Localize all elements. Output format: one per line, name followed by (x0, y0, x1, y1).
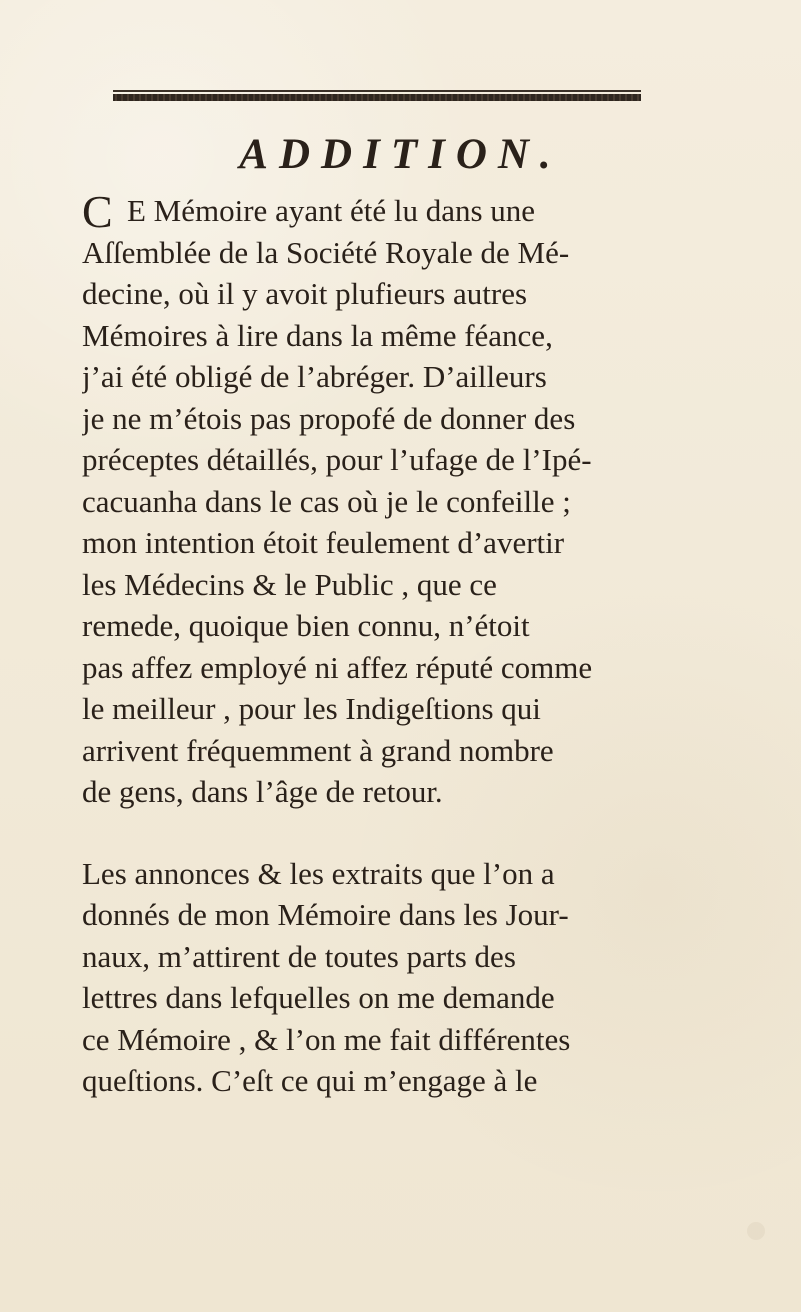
paragraph-1-line-6: je ne m’étois pas propofé de donner des (82, 400, 576, 436)
paragraph-2-line-2: donnés de mon Mémoire dans les Jour- (82, 897, 569, 932)
document-body (82, 190, 667, 1102)
paragraph-1-line-15: de gens, dans l’âge de retour. (82, 774, 443, 809)
rule-top (113, 90, 641, 92)
paragraph-1-line-10: les Médecins & le Public , que ce (82, 566, 497, 602)
paragraph-1-line-12: pas affez employé ni affez réputé comme (82, 649, 593, 685)
paragraph-1-line-1 (82, 190, 667, 232)
paragraph-1-line-8: cacuanha dans le cas où je le confeille ; (82, 483, 571, 519)
paragraph-1-line-5: j’ai été obligé de l’abréger. D’ailleurs (82, 359, 547, 394)
paragraph-1-line-9: mon intention étoit feulement d’avertir (82, 525, 565, 560)
drop-cap: C (82, 190, 113, 232)
paragraph-2-line-6: queſtions. C’eſt ce qui m’engage à le (82, 1063, 538, 1098)
paragraph-1-line-2: Aſſemblée de la Société Royale de Mé- (82, 234, 570, 270)
paper-mark (747, 1222, 765, 1240)
paragraph-1-line-7: préceptes détaillés, pour l’ufage de l’Ipé- (82, 442, 592, 477)
paragraph-1-line-11: remede, quoique bien connu, n’étoit (82, 608, 530, 643)
paragraph-2-line-5: ce Mémoire , & l’on me fait différentes (82, 1021, 571, 1057)
paragraph-1-line-13: le meilleur , pour les Indigeſtions qui (82, 691, 541, 726)
paragraph-2-line-3: naux, m’attirent de toutes parts des (82, 938, 516, 974)
page-title: ADDITION. (239, 131, 562, 178)
paragraph-1-line-3: decine, où il y avoit plufieurs autres (82, 276, 528, 311)
decorative-rule (113, 90, 641, 102)
rule-bar (113, 94, 641, 101)
paragraph-2-line-4: lettres dans lefquelles on me demande (82, 980, 555, 1015)
paragraph-1-line-4: Mémoires à lire dans la même féance, (82, 317, 553, 353)
paragraph-spacer (82, 813, 667, 853)
paragraph-1-opening: E Mémoire ayant été lu dans une (127, 193, 536, 228)
paragraph-1-line-14: arrivent fréquemment à grand nombre (82, 732, 554, 768)
paragraph-2-line-1: Les annonces & les extraits que l’on a (82, 855, 555, 891)
